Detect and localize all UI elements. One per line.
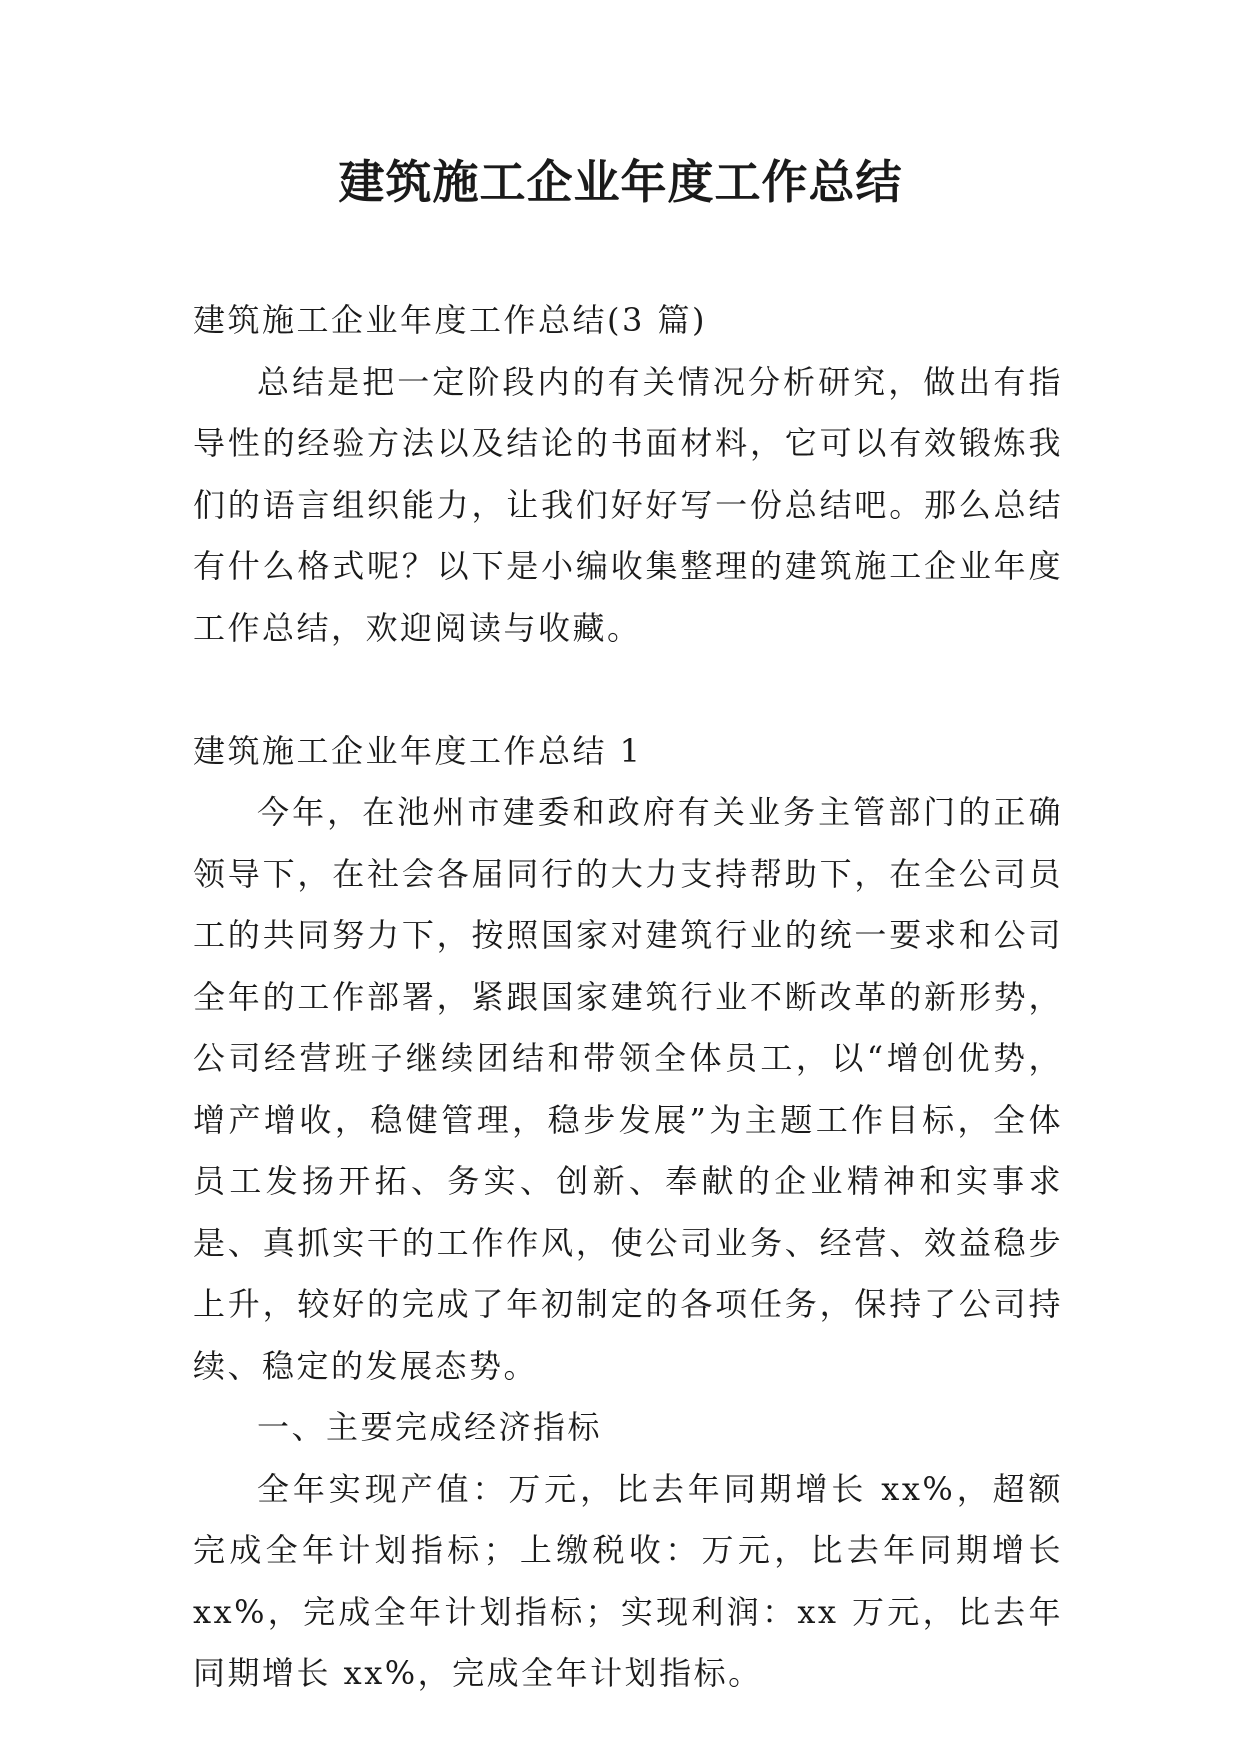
subsection-heading: 一、主要完成经济指标 [257, 1408, 603, 1446]
intro-paragraph: 总结是把一定阶段内的有关情况分析研究，做出有指导性的经验方法以及结论的书面材料，它可以有效锻炼我们的语言组织能力，让我们好好写一份总结吧。那么总结有什么格式呢？以下是小编收集整理的建筑施工企业年度工作总结，欢迎阅读与收藏。 [193, 362, 1063, 647]
paragraph-gap [193, 659, 1063, 721]
document-subtitle: 建筑施工企业年度工作总结(3 篇) [193, 301, 708, 339]
document-body [193, 290, 1063, 1705]
document-title: 建筑施工企业年度工作总结 [338, 155, 903, 209]
economic-indicators-paragraph: 全年实现产值：万元，比去年同期增长 xx%，超额完成全年计划指标；上缴税收：万元，比去年同期增长 xx%，完成全年计划指标；实现利润：xx 万元，比去年同期增长 xx%，完成全年计划指标。 [193, 1469, 1063, 1692]
section-heading: 建筑施工企业年度工作总结 1 [193, 731, 643, 770]
section-paragraph: 今年，在池州市建委和政府有关业务主管部门的正确领导下，在社会各届同行的大力支持帮助下，在全公司员工的共同努力下，按照国家对建筑行业的统一要求和公司全年的工作部署，紧跟国家建筑行业不断改革的新形势，公司经营班子继续团结和带领全体员工，以“增创优势，增产增收，稳健管理，稳步发展”为主题工作目标，全体员工发扬开拓、务实、创新、奉献的企业精神和实事求是、真抓实干的工作作风，使公司业务、经营、效益稳步上升，较好的完成了年初制定的各项任务，保持了公司持续、稳定的发展态势。 [193, 793, 1063, 1385]
